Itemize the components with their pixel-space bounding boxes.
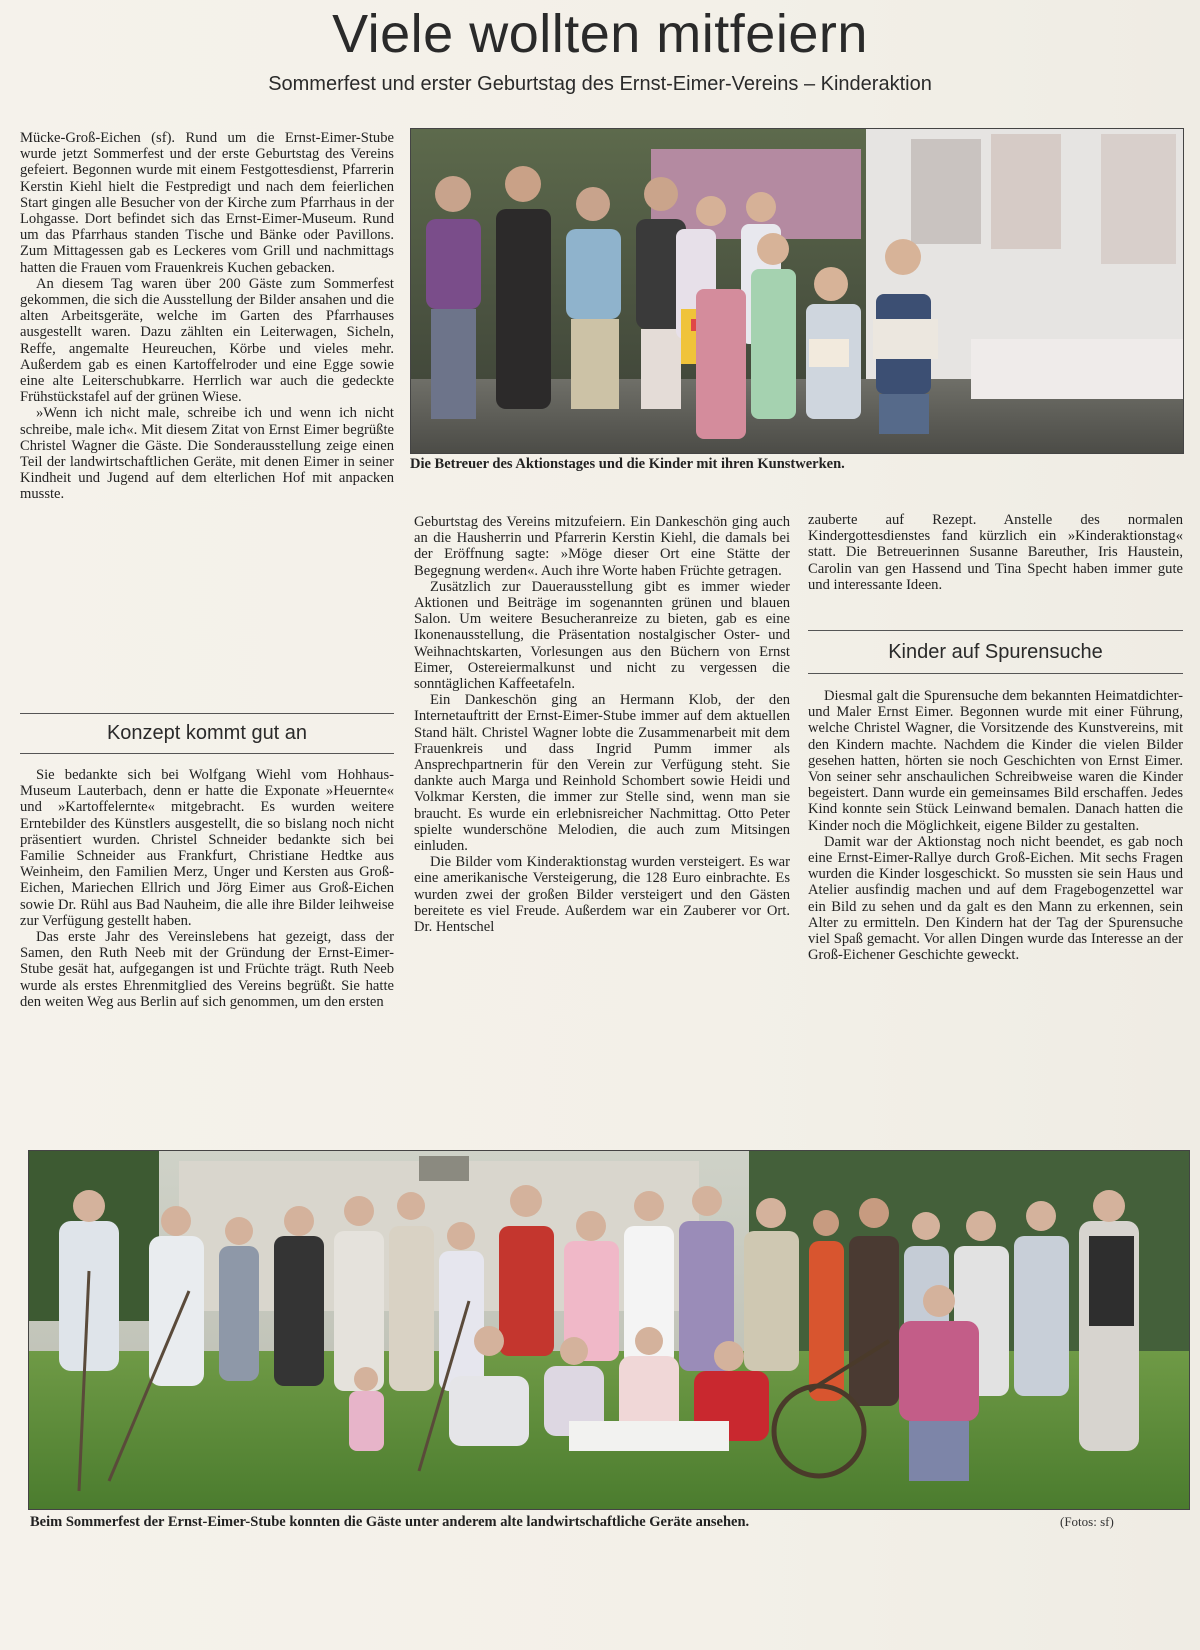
photo-caption-children: Die Betreuer des Aktionstages und die Kinder mit ihren Kunstwerken. [410,456,845,472]
paragraph: Zusätzlich zur Dauerausstellung gibt es immer wieder Aktionen und Beiträge im sogenannten grünen und blauen Salon. Um weitere Besucheranreize zu bieten, gab es eine Ikonenausstellung, die Präsentation nostalgischer Oster- und Weihnachtskarten, Vorlesungen aus den Büchern von Ernst Eimer, Ostereiermalkunst und nicht zu vergessen die sonntäglichen Kaffeetafeln. [414,578,790,693]
divider [20,753,394,754]
headline: Viele wollten mitfeiern [332,4,868,64]
paragraph: Mücke-Groß-Eichen (sf). Rund um die Ernst-Eimer-Stube wurde jetzt Sommerfest und der erste Geburtstag des Vereins gefeiert. Begonnen wurde mit einem Festgottesdienst, Pfarrerin Kerstin Kiehl hielt die Festpredigt und nach dem feierlichen Start gingen alle Besucher von der Kirche zum Pfarrhaus in der Lohgasse. Dort befindet sich das Ernst-Eimer-Museum. Rund um das Pfarrhaus standen Tische und Bänke oder Pavillons. Zum Mittagessen gab es Leckeres vom Grill und nachmittags hatten die Frauen vom Frauenkreis Kuchen gebacken. [20,130,394,276]
paragraph: zauberte auf Rezept. Anstelle des normalen Kindergottesdienstes fand kürzlich ein »Kinderaktionstag« statt. Die Betreuerinnen Susanne Bareuther, Iris Haustein, Carolin van gen Hassend und Tina Specht haben immer gute und interessante Ideen. [808,512,1183,593]
article-column-3 [808,512,1183,593]
divider [808,673,1183,674]
subheadline: Sommerfest und erster Geburtstag des Ernst-Eimer-Vereins – Kinderaktion [268,73,932,95]
paragraph: Ein Dankeschön ging an Hermann Klob, der den Internetauftritt der Ernst-Eimer-Stube immer auf dem aktuellen Stand hält. Christel Wagner lobte die Zusammenarbeit mit dem Frauenkreis und dass Ingrid Pumm immer als Ansprechpartnerin für den Verein zur Verfügung steht. Sie dankte auch Marga und Reinhold Schombert sowie Heidi und Volkmar Kersten, die immer zur Stelle sind, wenn man sie braucht. Es wurde ein erlebnisreicher Nachmittag. Otto Peter spielte wunderschöne Melodien, die auch zum Mitsingen einluden. [414,692,790,855]
photo-children-artworks [410,128,1184,454]
section-title-konzept: Konzept kommt gut an [106,722,308,744]
paragraph: Das erste Jahr des Vereinslebens hat gezeigt, dass der Samen, den Ruth Neeb mit der Gründung der Ernst-Eimer-Stube gesät hat, aufgegangen ist und Früchte trägt. Ruth Neeb wurde als erstes Ehrenmitglied des Vereins begrüßt. Sie hatte den weiten Weg aus Berlin auf sich genommen, um den ersten [20,929,394,1010]
article-column-3-continued [808,688,1183,963]
paragraph: Geburtstag des Vereins mitzufeiern. Ein Dankeschön ging auch an die Hausherrin und Pfarrerin Kerstin Kiehl, die damals bei der Eröffnung sagte: »Möge dieser Ort eine Stätte der Begegnung werden«. Auch ihre Worte haben Früchte getragen. [414,514,790,579]
paragraph: »Wenn ich nicht male, schreibe ich und wenn ich nicht schreibe, male ich«. Mit diesem Zitat von Ernst Eimer begrüßte Christel Wagner die Gäste. Die Sonderausstellung zeige einen Teil der landwirtschaftlichen Geräte, mit denen Eimer in seiner Kindheit und Jugend auf dem elterlichen Hof mit anpacken musste. [20,405,394,503]
paragraph: Damit war der Aktionstag noch nicht beendet, es gab noch eine Ernst-Eimer-Rallye durch Groß-Eichen. Mit sechs Fragen wurden die Kinder losgeschickt. So mussten sie sein Haus und Atelier ausfindig machen und auf dem Fragebogenzettel war ein Bild zu sehen und da galt es den Mann zu erkennen, sein Alter zu ermitteln. Den Kindern hat der Tag der Spurensuche viel Spaß gemacht. Vor allen Dingen wurde das Interesse an der Groß-Eichener Geschichte geweckt. [808,833,1183,964]
divider [20,713,394,714]
photo-credit: (Fotos: sf) [1060,1514,1114,1529]
paragraph: An diesem Tag waren über 200 Gäste zum Sommerfest gekommen, die sich die Ausstellung der Bilder ansahen und die alten Arbeitsgeräte, welche im Garten des Pfarrhauses ausgestellt waren. Dazu zählten ein Leiterwagen, Sicheln, Reffe, angemalte Heureuchen, Körbe und vieles mehr. Außerdem gab es einen Kartoffelroder und eine Egge sowie eine alte Leiterschubkarre. Herrlich war auch die gedeckte Frühstückstafel auf der grünen Wiese. [20,275,394,406]
paragraph: Die Bilder vom Kinderaktionstag wurden versteigert. Es war eine amerikanische Versteigerung, die 128 Euro einbrachte. Es wurden zwei der großen Bilder versteigert und den Gästen bereitete es viel Freude. Außerdem war ein Zauberer vor Ort. Dr. Hentschel [414,854,790,936]
photo-image [411,129,1183,453]
photo-group-farm-tools [28,1150,1190,1510]
photo-caption-group: Beim Sommerfest der Ernst-Eimer-Stube konnten die Gäste unter anderem alte landwirtschaftliche Geräte ansehen. [30,1514,750,1530]
photo-image [29,1151,1189,1509]
divider [808,630,1183,631]
section-title-spurensuche: Kinder auf Spurensuche [888,641,1103,663]
paragraph: Diesmal galt die Spurensuche dem bekannten Heimatdichter- und Maler Ernst Eimer. Begonnen wurde mit einer Führung, welche Christel Wagner, die Vorsitzende des Kunstvereins, mit den Kindern machte. Nachdem die Kinder die vielen Bilder gesehen hatten, hörten sie noch Geschichten von Ernst Eimer. Von seiner sehr anschaulichen Schreibweise waren die Kinder begeistert. Dann wurde ein gemeinsames Bild erschaffen. Jedes Kind konnte sein Stück Leinwand bemalen. Danach hatten die Kinder noch die Möglichkeit, eigene Bilder zu gestalten. [808,688,1183,834]
article-column-1 [20,130,394,503]
paragraph: Sie bedankte sich bei Wolfgang Wiehl vom Hohhaus-Museum Lauterbach, denn er hatte die Exponate »Heuernte« und »Kartoffelernte« mitgebracht. Es wurden weitere Erntebilder des Künstlers ausgestellt, die so bislang noch nicht präsentiert wurden. Christel Schneider bedankte sich bei Familie Schneider aus Frankfurt, Christiane Hedtke aus Weinheim, den Familien Merz, Unger und Kersten aus Groß-Eichen, Mariechen Ellrich und Jörg Eimer aus Groß-Eichen sowie Dr. Rühl aus Bad Nauheim, die alle ihre Bilder leihweise zur Verfügung gestellt haben. [20,767,394,929]
article-column-2 [414,514,790,935]
article-column-1-continued [20,767,394,1010]
